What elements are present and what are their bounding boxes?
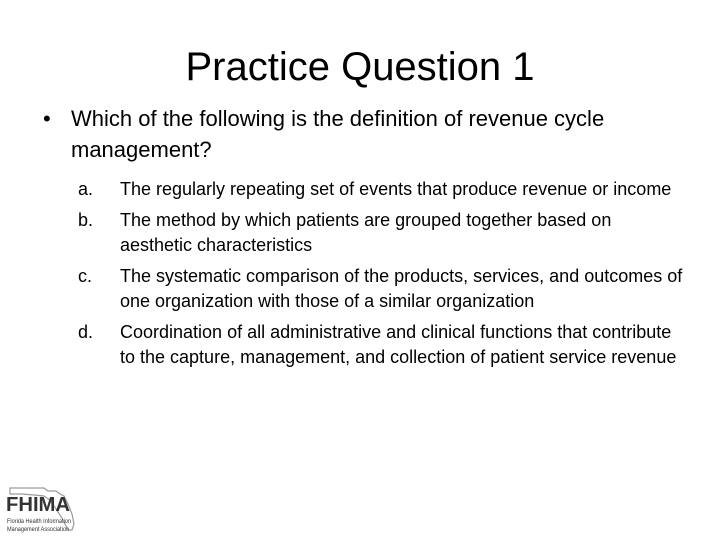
- bullet-icon: •: [43, 106, 51, 131]
- option-d: [78, 320, 688, 370]
- option-c: [78, 264, 688, 314]
- logo-line-1: Florida Health Information: [7, 518, 72, 525]
- option-letter: d.: [78, 322, 94, 342]
- question-text: Which of the following is the definition of revenue cycle management?: [71, 106, 605, 162]
- slide-title: Practice Question 1: [185, 45, 535, 89]
- logo-line-2: Management Association: [7, 526, 70, 533]
- option-letter: a.: [78, 179, 94, 199]
- option-text: The regularly repeating set of events that produce revenue or income: [120, 179, 672, 199]
- answer-options: [78, 177, 688, 376]
- question-bullet: [43, 103, 683, 165]
- logo-acronym: FHIMA: [6, 494, 70, 516]
- fhima-logo: [4, 484, 82, 536]
- option-b: [78, 208, 688, 258]
- option-letter: c.: [78, 266, 93, 286]
- option-text: The systematic comparison of the products, services, and outcomes of one organization with those of a similar organization: [120, 266, 683, 311]
- option-text: The method by which patients are grouped together based on aesthetic characteristics: [120, 210, 612, 255]
- option-letter: b.: [78, 210, 94, 230]
- option-a: [78, 177, 688, 202]
- option-text: Coordination of all administrative and clinical functions that contribute to the capture, management, and collection of patient service revenue: [120, 322, 677, 367]
